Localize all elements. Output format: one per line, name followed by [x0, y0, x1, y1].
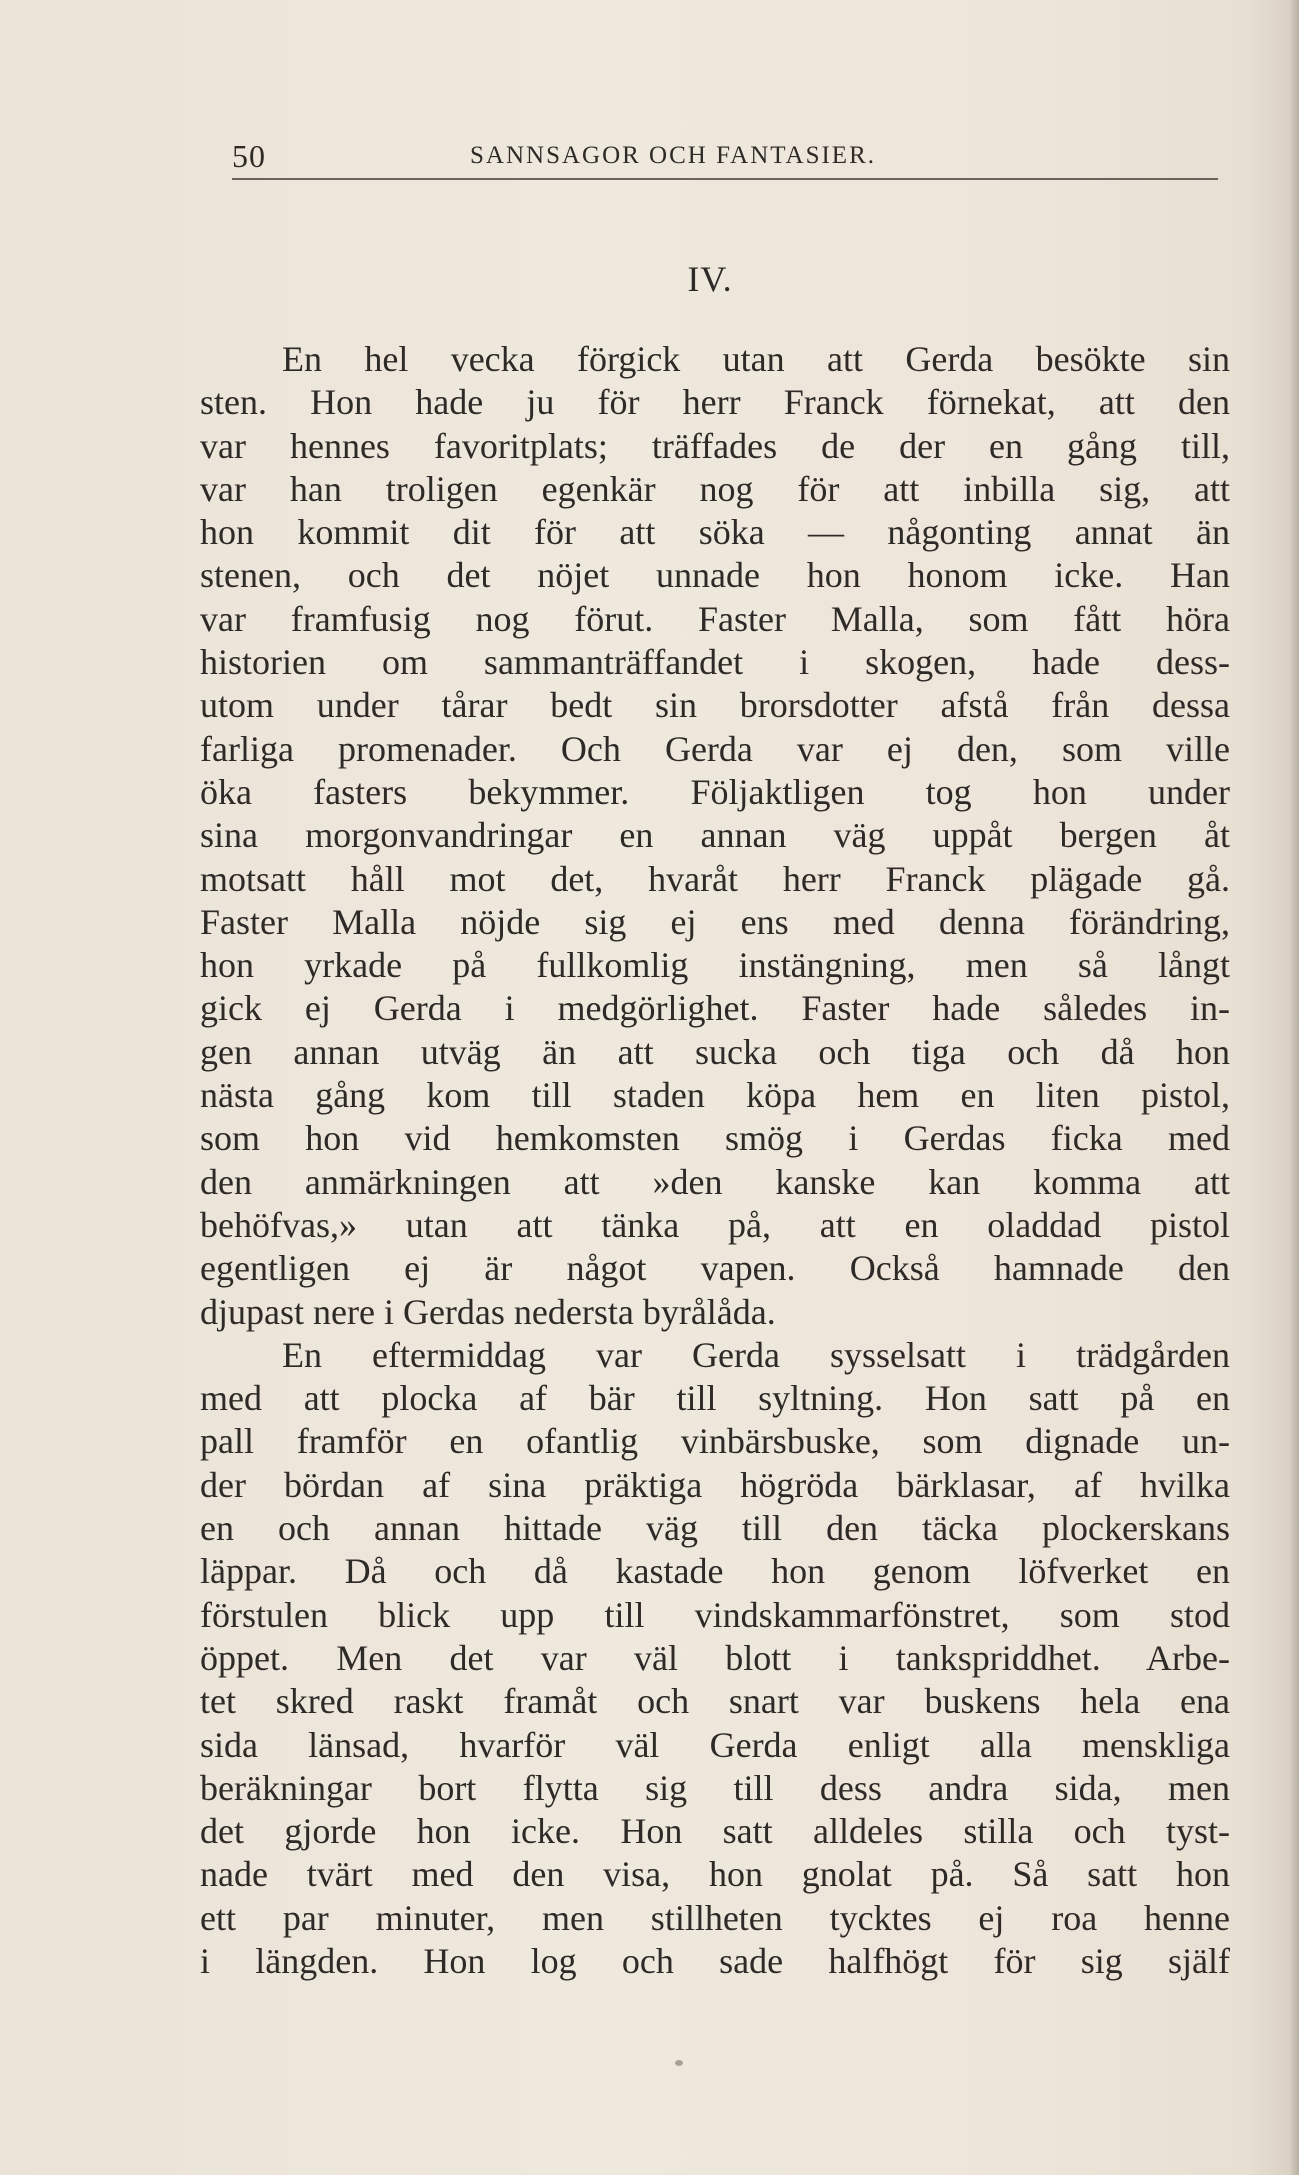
text-line: nästa gång kom till staden köpa hem en liten pistol,: [200, 1075, 1230, 1116]
text-line: förstulen blick upp till vindskammarfönstret, som stod: [200, 1594, 1230, 1635]
text-line: behöfvas,» utan att tänka på, att en oladdad pistol: [200, 1204, 1230, 1245]
text-line: sten. Hon hade ju för herr Franck förnekat, att den: [200, 382, 1230, 423]
text-line: egentligen ej är något vapen. Också hamnade den: [200, 1248, 1230, 1289]
text-line: historien om sammanträffandet i skogen, hade dess-: [200, 642, 1230, 683]
text-line: nade tvärt med den visa, hon gnolat på. Så satt hon: [200, 1854, 1230, 1895]
page-number: 50: [232, 138, 266, 174]
text-line: farliga promenader. Och Gerda var ej den, som ville: [200, 728, 1230, 769]
text-line: i längden. Hon log och sade halfhögt för sig själf: [200, 1940, 1230, 1981]
body-text: [200, 338, 1230, 1983]
text-line: sida länsad, hvarför väl Gerda enligt alla menskliga: [200, 1724, 1230, 1765]
text-line: det gjorde hon icke. Hon satt alldeles stilla och tyst-: [200, 1811, 1230, 1852]
text-line: gick ej Gerda i medgörlighet. Faster hade således in-: [200, 988, 1230, 1029]
text-line: med att plocka af bär till syltning. Hon satt på en: [200, 1378, 1230, 1419]
text-line: öppet. Men det var väl blott i tankspriddhet. Arbe-: [200, 1637, 1230, 1678]
running-head: [232, 138, 1218, 180]
text-line: en och annan hittade väg till den täcka plockerskans: [200, 1508, 1230, 1549]
text-line: pall framför en ofantlig vinbärsbuske, som dignade un-: [200, 1421, 1230, 1462]
running-title: SANNSAGOR OCH FANTASIER.: [470, 142, 876, 169]
text-line: sina morgonvandringar en annan väg uppåt bergen åt: [200, 815, 1230, 856]
text-line: öka fasters bekymmer. Följaktligen tog hon under: [200, 771, 1230, 812]
text-line: som hon vid hemkomsten smög i Gerdas ficka med: [200, 1118, 1230, 1159]
chapter-heading: IV.: [687, 259, 733, 299]
text-line: var hennes favoritplats; träffades de der en gång till,: [200, 425, 1230, 466]
text-line: ett par minuter, men stillheten tycktes ej roa henne: [200, 1897, 1230, 1938]
text-line: beräkningar bort flytta sig till dess andra sida, men: [200, 1767, 1230, 1808]
text-line: En eftermiddag var Gerda sysselsatt i trädgården: [282, 1334, 1230, 1375]
text-line: hon kommit dit för att söka — någonting annat än: [200, 512, 1230, 553]
text-line: motsatt håll mot det, hvaråt herr Franck plägade gå.: [200, 858, 1230, 899]
text-line: utom under tårar bedt sin brorsdotter afstå från dessa: [200, 685, 1230, 726]
text-line: läppar. Då och då kastade hon genom löfverket en: [200, 1551, 1230, 1592]
text-line: stenen, och det nöjet unnade hon honom icke. Han: [200, 555, 1230, 596]
text-line: der bördan af sina präktiga högröda bärklasar, af hvilka: [200, 1464, 1230, 1505]
text-line: Faster Malla nöjde sig ej ens med denna förändring,: [200, 901, 1230, 942]
text-line: var han troligen egenkär nog för att inbilla sig, att: [200, 468, 1230, 509]
text-line: var framfusig nog förut. Faster Malla, som fått höra: [200, 598, 1230, 639]
text-line: den anmärkningen att »den kanske kan komma att: [200, 1161, 1230, 1202]
text-line: tet skred raskt framåt och snart var buskens hela ena: [200, 1681, 1230, 1722]
text-line: En hel vecka förgick utan att Gerda besökte sin: [282, 339, 1230, 379]
ink-speck: [675, 2060, 683, 2066]
text-line: djupast nere i Gerdas nedersta byrålåda.: [200, 1291, 776, 1332]
text-line: hon yrkade på fullkomlig instängning, men så långt: [200, 945, 1230, 986]
text-line: gen annan utväg än att sucka och tiga och då hon: [200, 1031, 1230, 1072]
page-edge-shadow: [1289, 0, 1299, 2175]
